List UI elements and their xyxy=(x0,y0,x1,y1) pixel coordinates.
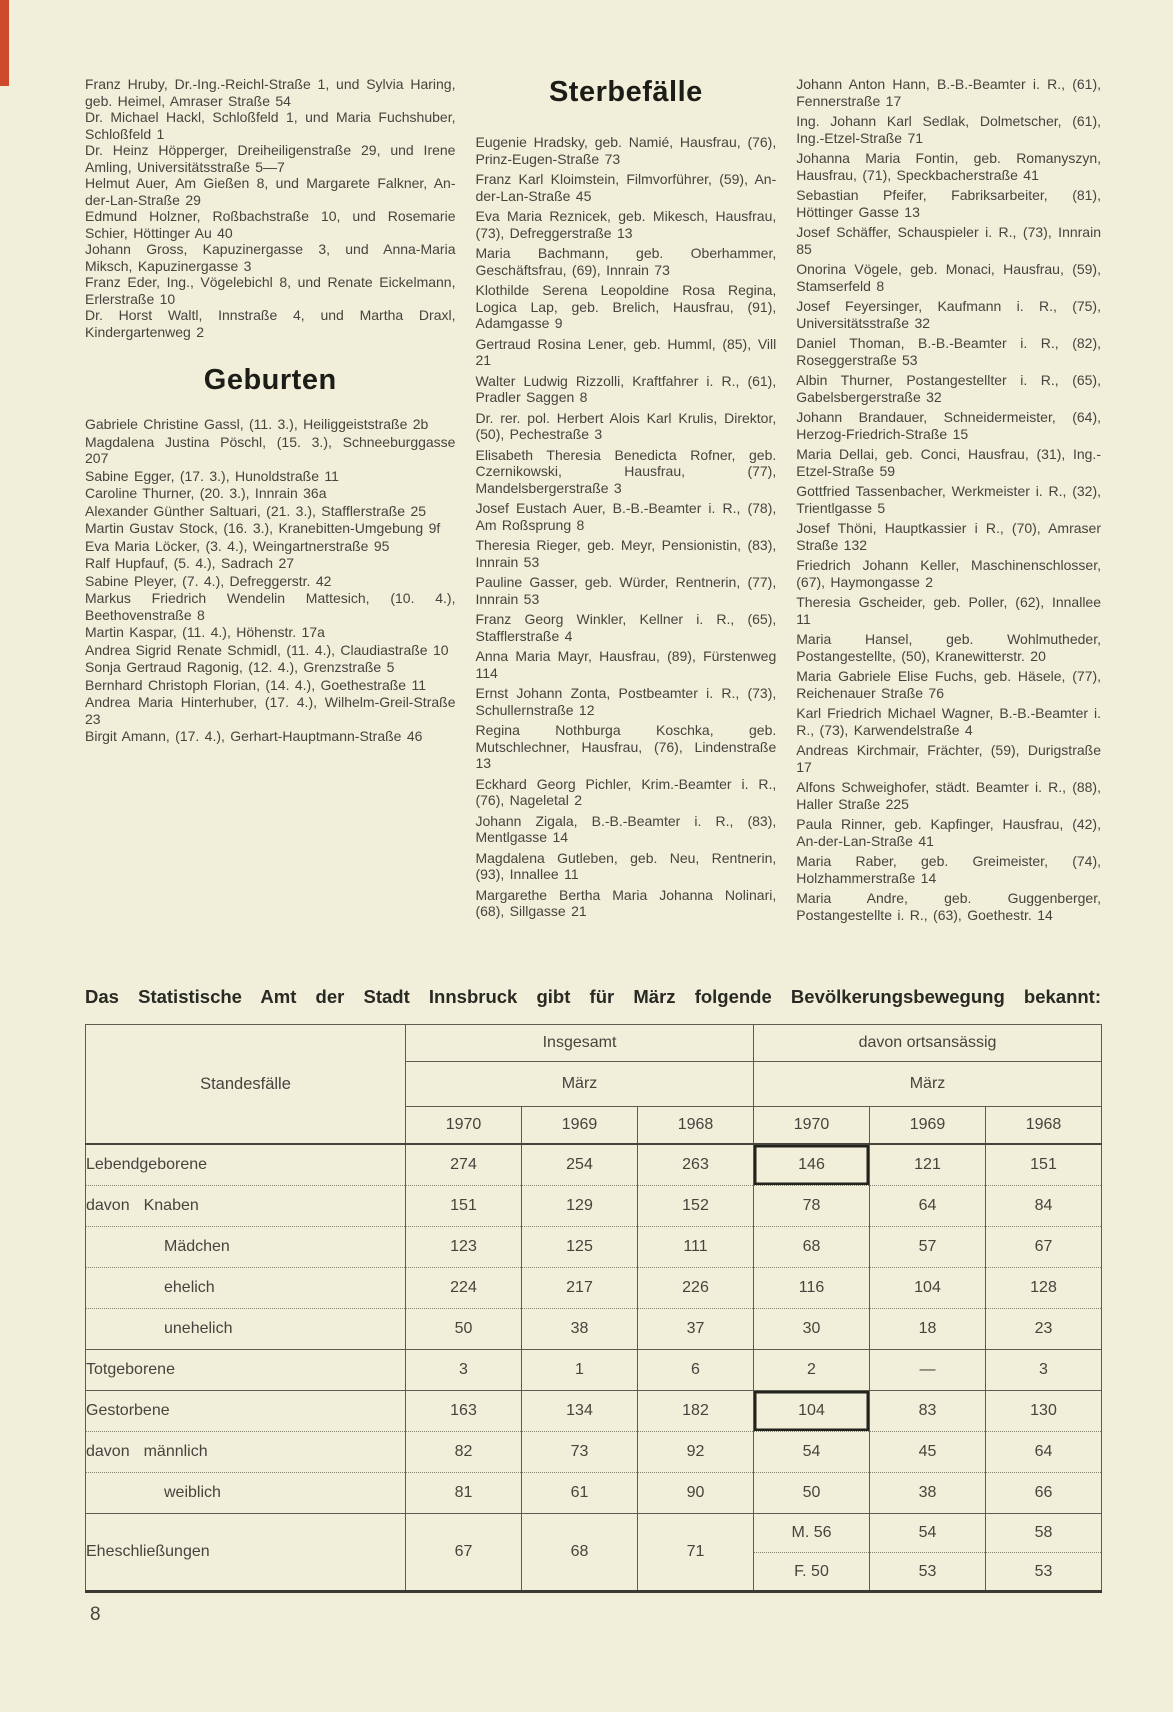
statistics-title: Das Statistische Amt der Stadt Innsbruck gibt für März folgende Bevölkerungsbewegung bekannt: xyxy=(85,986,1101,1007)
death-entry: Johann Zigala, B.-B.-Beamter i. R., (83), Mentlgasse 14 xyxy=(475,812,777,845)
row-label-prefix: davon xyxy=(86,1443,130,1460)
birth-entry: Caroline Thurner, (20. 3.), Innrain 36a xyxy=(85,485,327,501)
table-value: 30 xyxy=(754,1309,870,1350)
table-row-label: davon Knaben xyxy=(86,1186,406,1227)
table-value: 90 xyxy=(638,1473,754,1514)
table-group-header: davon ortsansässig xyxy=(754,1025,1102,1062)
table-value: 66 xyxy=(986,1473,1102,1514)
death-entry: Theresia Rieger, geb. Meyr, Pensionistin, (83), Innrain 53 xyxy=(475,537,777,570)
table-value-male: 54 xyxy=(918,1524,937,1541)
death-entry: Margarethe Bertha Maria Johanna Nolinari, (68), Sillgasse 21 xyxy=(475,886,777,919)
table-row xyxy=(86,1144,1102,1186)
page-edge-red-mark xyxy=(0,0,9,86)
death-entry: Onorina Vögele, geb. Monaci, Hausfrau, (59), Stamserfeld 8 xyxy=(796,261,1101,294)
table-value: 146 xyxy=(754,1144,870,1186)
table-value: 121 xyxy=(870,1144,986,1186)
table-value: 226 xyxy=(638,1268,754,1309)
death-entry: Gottfried Tassenbacher, Werkmeister i. R., (32), Trientlgasse 5 xyxy=(796,483,1101,516)
table-value: 57 xyxy=(870,1227,986,1268)
table-row-label: davon männlich xyxy=(86,1432,406,1473)
table-value-male: M. 56 xyxy=(791,1524,832,1541)
table-value-female: 53 xyxy=(870,1552,985,1590)
birth-entry: Andrea Sigrid Renate Schmidl, (11. 4.), Claudiastraße 10 xyxy=(85,641,449,658)
death-entry: Josef Eustach Auer, B.-B.-Beamter i. R., (78), Am Roßsprung 8 xyxy=(475,500,777,533)
birth-entry: Magdalena Justina Pöschl, (15. 3.), Schneeburggasse 207 xyxy=(85,433,456,466)
statistics-table xyxy=(85,1024,1102,1593)
death-entry: Daniel Thoman, B.-B.-Beamter i. R., (82), Roseggerstraße 53 xyxy=(796,335,1101,368)
table-value-split xyxy=(870,1514,986,1592)
marriage-entry: Franz Hruby, Dr.-Ing.-Reichl-Straße 1, und Sylvia Haring, geb. Heimel, Amraser Straße 54 xyxy=(85,76,456,109)
marriages-list xyxy=(85,76,455,340)
table-row xyxy=(86,1350,1102,1391)
birth-entry: Sonja Gertraud Ragonig, (12. 4.), Grenzstraße 5 xyxy=(85,659,395,675)
table-value: 84 xyxy=(986,1186,1102,1227)
table-value: 6 xyxy=(638,1350,754,1391)
table-row xyxy=(86,1268,1102,1309)
death-entry: Johanna Maria Fontin, geb. Romanyszyn, Hausfrau, (71), Speckbacherstraße 41 xyxy=(796,150,1101,183)
table-row-label: Eheschließungen xyxy=(86,1514,406,1592)
table-value: 129 xyxy=(522,1186,638,1227)
table-value: 254 xyxy=(522,1144,638,1186)
table-value: 83 xyxy=(870,1391,986,1432)
page-number: 8 xyxy=(90,1604,101,1625)
death-entry: Dr. rer. pol. Herbert Alois Karl Krulis, Direktor, (50), Pechestraße 3 xyxy=(475,409,777,442)
table-value: 224 xyxy=(406,1268,522,1309)
table-value: 151 xyxy=(986,1144,1102,1186)
death-entry: Johann Anton Hann, B.-B.-Beamter i. R., (61), Fennerstraße 17 xyxy=(796,76,1101,109)
table-value: 125 xyxy=(522,1227,638,1268)
table-year-header: 1970 xyxy=(754,1107,870,1145)
table-value: 45 xyxy=(870,1432,986,1473)
marriage-entry: Dr. Michael Hackl, Schloßfeld 1, und Maria Fuchshuber, Schloßfeld 1 xyxy=(85,109,456,142)
table-year-header: 1968 xyxy=(986,1107,1102,1145)
table-row xyxy=(86,1186,1102,1227)
table-value: 2 xyxy=(754,1350,870,1391)
table-group-header: Insgesamt xyxy=(406,1025,754,1062)
death-entry: Andreas Kirchmair, Frächter, (59), Durigstraße 17 xyxy=(796,742,1101,775)
death-entry: Josef Schäffer, Schauspieler i. R., (73), Innrain 85 xyxy=(796,224,1101,257)
marriage-entry: Franz Eder, Ing., Vögelebichl 8, und Renate Eickelmann, Erlerstraße 10 xyxy=(85,274,456,307)
marriage-entry: Johann Gross, Kapuzinergasse 3, und Anna-Maria Miksch, Kapuzinergasse 3 xyxy=(85,241,456,274)
listings-columns xyxy=(85,76,1101,927)
death-entry: Walter Ludwig Rizzolli, Kraftfahrer i. R., (61), Pradler Saggen 8 xyxy=(475,372,777,405)
table-row-label: ehelich xyxy=(86,1268,406,1309)
table-value: 67 xyxy=(986,1227,1102,1268)
table-row xyxy=(86,1227,1102,1268)
table-value: — xyxy=(870,1350,986,1391)
birth-entry: Markus Friedrich Wendelin Mattesich, (10. 4.), Beethovenstraße 8 xyxy=(85,590,456,623)
death-entry: Maria Hansel, geb. Wohlmutheder, Postangestellte, (50), Kranewitterstr. 20 xyxy=(796,631,1101,664)
middle-column xyxy=(475,76,776,927)
death-entry: Paula Rinner, geb. Kapfinger, Hausfrau, (42), An-der-Lan-Straße 41 xyxy=(796,816,1101,849)
marriage-entry: Dr. Heinz Höpperger, Dreiheiligenstraße 29, und Irene Amling, Universitätsstraße 5—7 xyxy=(85,142,456,175)
table-value: 38 xyxy=(522,1309,638,1350)
birth-entry: Sabine Pleyer, (7. 4.), Defreggerstr. 42 xyxy=(85,572,332,589)
death-entry: Maria Raber, geb. Greimeister, (74), Holzhammerstraße 14 xyxy=(796,853,1101,886)
table-value: 64 xyxy=(986,1432,1102,1473)
table-row-label: Lebendgeborene xyxy=(86,1144,406,1186)
table-value: 50 xyxy=(754,1473,870,1514)
table-year-header: 1970 xyxy=(406,1107,522,1145)
table-value: 111 xyxy=(638,1227,754,1268)
death-entry: Eva Maria Reznicek, geb. Mikesch, Hausfrau, (73), Defreggerstraße 13 xyxy=(475,208,777,241)
table-value-female: 53 xyxy=(986,1552,1101,1590)
table-value: 71 xyxy=(638,1514,754,1592)
death-entry: Pauline Gasser, geb. Würder, Rentnerin, (77), Innrain 53 xyxy=(475,574,777,607)
birth-entry: Martin Gustav Stock, (16. 3.), Kranebitten-Umgebung 9f xyxy=(85,520,441,536)
birth-entry: Martin Kaspar, (11. 4.), Höhenstr. 17a xyxy=(85,624,325,640)
row-label-prefix: davon xyxy=(86,1197,130,1214)
death-entry: Karl Friedrich Michael Wagner, B.-B.-Beamter i. R., (73), Karwendelstraße 4 xyxy=(796,705,1101,738)
death-entry: Ing. Johann Karl Sedlak, Dolmetscher, (61), Ing.-Etzel-Straße 71 xyxy=(796,113,1101,146)
table-value: 61 xyxy=(522,1473,638,1514)
table-value: 274 xyxy=(406,1144,522,1186)
table-month-header: März xyxy=(754,1062,1102,1107)
death-entry: Maria Dellai, geb. Conci, Hausfrau, (31), Ing.-Etzel-Straße 59 xyxy=(796,446,1101,479)
table-value: 3 xyxy=(406,1350,522,1391)
table-value: 82 xyxy=(406,1432,522,1473)
table-row-label: Gestorbene xyxy=(86,1391,406,1432)
table-value-female: F. 50 xyxy=(754,1552,869,1590)
deaths-list-2 xyxy=(796,76,1101,923)
death-entry: Franz Karl Kloimstein, Filmvorführer, (59), An-der-Lan-Straße 45 xyxy=(475,171,777,204)
birth-entry: Ralf Hupfauf, (5. 4.), Sadrach 27 xyxy=(85,555,295,571)
death-entry: Friedrich Johann Keller, Maschinenschlosser, (67), Haymongasse 2 xyxy=(796,557,1101,590)
death-entry: Maria Gabriele Elise Fuchs, geb. Häsele, (77), Reichenauer Straße 76 xyxy=(796,668,1101,701)
table-value: 3 xyxy=(986,1350,1102,1391)
table-value: 92 xyxy=(638,1432,754,1473)
deaths-heading: Sterbefälle xyxy=(548,76,703,108)
birth-entry: Andrea Maria Hinterhuber, (17. 4.), Wilhelm-Greil-Straße 23 xyxy=(85,694,456,727)
birth-entry: Sabine Egger, (17. 3.), Hunoldstraße 11 xyxy=(85,467,339,484)
statistics-section xyxy=(85,986,1101,1593)
table-value: 54 xyxy=(754,1432,870,1473)
table-value: 123 xyxy=(406,1227,522,1268)
table-value: 64 xyxy=(870,1186,986,1227)
birth-entry: Gabriele Christine Gassl, (11. 3.), Heiliggeiststraße 2b xyxy=(85,416,429,432)
table-value-split xyxy=(754,1514,870,1592)
death-entry: Albin Thurner, Postangestellter i. R., (65), Gabelsbergerstraße 32 xyxy=(796,372,1101,405)
death-entry: Anna Maria Mayr, Hausfrau, (89), Fürstenweg 114 xyxy=(475,648,777,681)
table-value: 163 xyxy=(406,1391,522,1432)
right-column xyxy=(796,76,1101,927)
birth-entry: Birgit Amann, (17. 4.), Gerhart-Hauptmann-Straße 46 xyxy=(85,728,423,744)
table-value-split xyxy=(986,1514,1102,1592)
table-value: 217 xyxy=(522,1268,638,1309)
table-year-header: 1969 xyxy=(870,1107,986,1145)
table-year-header: 1969 xyxy=(522,1107,638,1145)
table-value: 151 xyxy=(406,1186,522,1227)
table-row xyxy=(86,1391,1102,1432)
table-value: 116 xyxy=(754,1268,870,1309)
table-value: 23 xyxy=(986,1309,1102,1350)
table-value: 130 xyxy=(986,1391,1102,1432)
table-value: 50 xyxy=(406,1309,522,1350)
marriage-entry: Dr. Horst Waltl, Innstraße 4, und Martha Draxl, Kindergartenweg 2 xyxy=(85,307,456,340)
deaths-list-1 xyxy=(475,134,776,920)
table-value: 152 xyxy=(638,1186,754,1227)
table-value: 37 xyxy=(638,1309,754,1350)
table-row xyxy=(86,1432,1102,1473)
table-value: 134 xyxy=(522,1391,638,1432)
birth-entry: Bernhard Christoph Florian, (14. 4.), Goethestraße 11 xyxy=(85,676,427,693)
death-entry: Gertraud Rosina Lener, geb. Humml, (85), Vill 21 xyxy=(475,335,777,368)
table-value: 81 xyxy=(406,1473,522,1514)
table-value: 104 xyxy=(870,1268,986,1309)
table-month-header: März xyxy=(406,1062,754,1107)
table-value: 38 xyxy=(870,1473,986,1514)
death-entry: Ernst Johann Zonta, Postbeamter i. R., (73), Schullernstraße 12 xyxy=(475,685,777,718)
table-row-label: unehelich xyxy=(86,1309,406,1350)
table-row xyxy=(86,1473,1102,1514)
death-entry: Sebastian Pfeifer, Fabriksarbeiter, (81), Höttinger Gasse 13 xyxy=(796,187,1101,220)
table-row xyxy=(86,1309,1102,1350)
table-row-label: Mädchen xyxy=(86,1227,406,1268)
death-entry: Elisabeth Theresia Benedicta Rofner, geb. Czernikowski, Hausfrau, (77), Mandelsbergerstraße 3 xyxy=(475,446,777,496)
death-entry: Johann Brandauer, Schneidermeister, (64), Herzog-Friedrich-Straße 15 xyxy=(796,409,1101,442)
births-heading: Geburten xyxy=(203,364,337,396)
table-value: 128 xyxy=(986,1268,1102,1309)
table-value: 18 xyxy=(870,1309,986,1350)
birth-entry: Eva Maria Löcker, (3. 4.), Weingartnerstraße 95 xyxy=(85,537,390,554)
death-entry: Theresia Gscheider, geb. Poller, (62), Innallee 11 xyxy=(796,594,1101,627)
table-value-male: 58 xyxy=(1034,1524,1053,1541)
marriage-entry: Edmund Holzner, Roßbachstraße 10, und Rosemarie Schier, Höttinger Au 40 xyxy=(85,208,456,241)
death-entry: Maria Bachmann, geb. Oberhammer, Geschäftsfrau, (69), Innrain 73 xyxy=(475,245,777,278)
marriage-entry: Helmut Auer, Am Gießen 8, und Margarete Falkner, An-der-Lan-Straße 29 xyxy=(85,175,456,208)
table-corner-label: Standesfälle xyxy=(200,1074,291,1093)
table-value: 78 xyxy=(754,1186,870,1227)
death-entry: Alfons Schweighofer, städt. Beamter i. R., (88), Haller Straße 225 xyxy=(796,779,1101,812)
table-value: 263 xyxy=(638,1144,754,1186)
table-value: 182 xyxy=(638,1391,754,1432)
table-value: 104 xyxy=(754,1391,870,1432)
death-entry: Klothilde Serena Leopoldine Rosa Regina, Logica Lap, geb. Brelich, Hausfrau, (91), Adamgasse 9 xyxy=(475,282,777,331)
death-entry: Eugenie Hradsky, geb. Namié, Hausfrau, (76), Prinz-Eugen-Straße 73 xyxy=(475,134,777,167)
table-row-label: weiblich xyxy=(86,1473,406,1514)
births-list xyxy=(85,416,455,745)
table-value: 68 xyxy=(754,1227,870,1268)
death-entry: Josef Thöni, Hauptkassier i R., (70), Amraser Straße 132 xyxy=(796,520,1101,553)
table-value: 73 xyxy=(522,1432,638,1473)
death-entry: Regina Nothburga Koschka, geb. Mutschlechner, Hausfrau, (76), Lindenstraße 13 xyxy=(475,722,777,771)
birth-entry: Alexander Günther Saltuari, (21. 3.), Stafflerstraße 25 xyxy=(85,502,427,519)
death-entry: Josef Feyersinger, Kaufmann i. R., (75), Universitätsstraße 32 xyxy=(796,298,1101,331)
table-value: 68 xyxy=(522,1514,638,1592)
table-row-label: Totgeborene xyxy=(86,1350,406,1391)
death-entry: Maria Andre, geb. Guggenberger, Postangestellte i. R., (63), Goethestr. 14 xyxy=(796,890,1101,923)
death-entry: Eckhard Georg Pichler, Krim.-Beamter i. R., (76), Nageletal 2 xyxy=(475,775,777,808)
table-value: 67 xyxy=(406,1514,522,1592)
table-row xyxy=(86,1514,1102,1592)
death-entry: Magdalena Gutleben, geb. Neu, Rentnerin, (93), Innallee 11 xyxy=(475,849,777,882)
death-entry: Franz Georg Winkler, Kellner i. R., (65), Stafflerstraße 4 xyxy=(475,611,777,644)
table-year-header: 1968 xyxy=(638,1107,754,1145)
table-value: 1 xyxy=(522,1350,638,1391)
left-column xyxy=(85,76,455,927)
